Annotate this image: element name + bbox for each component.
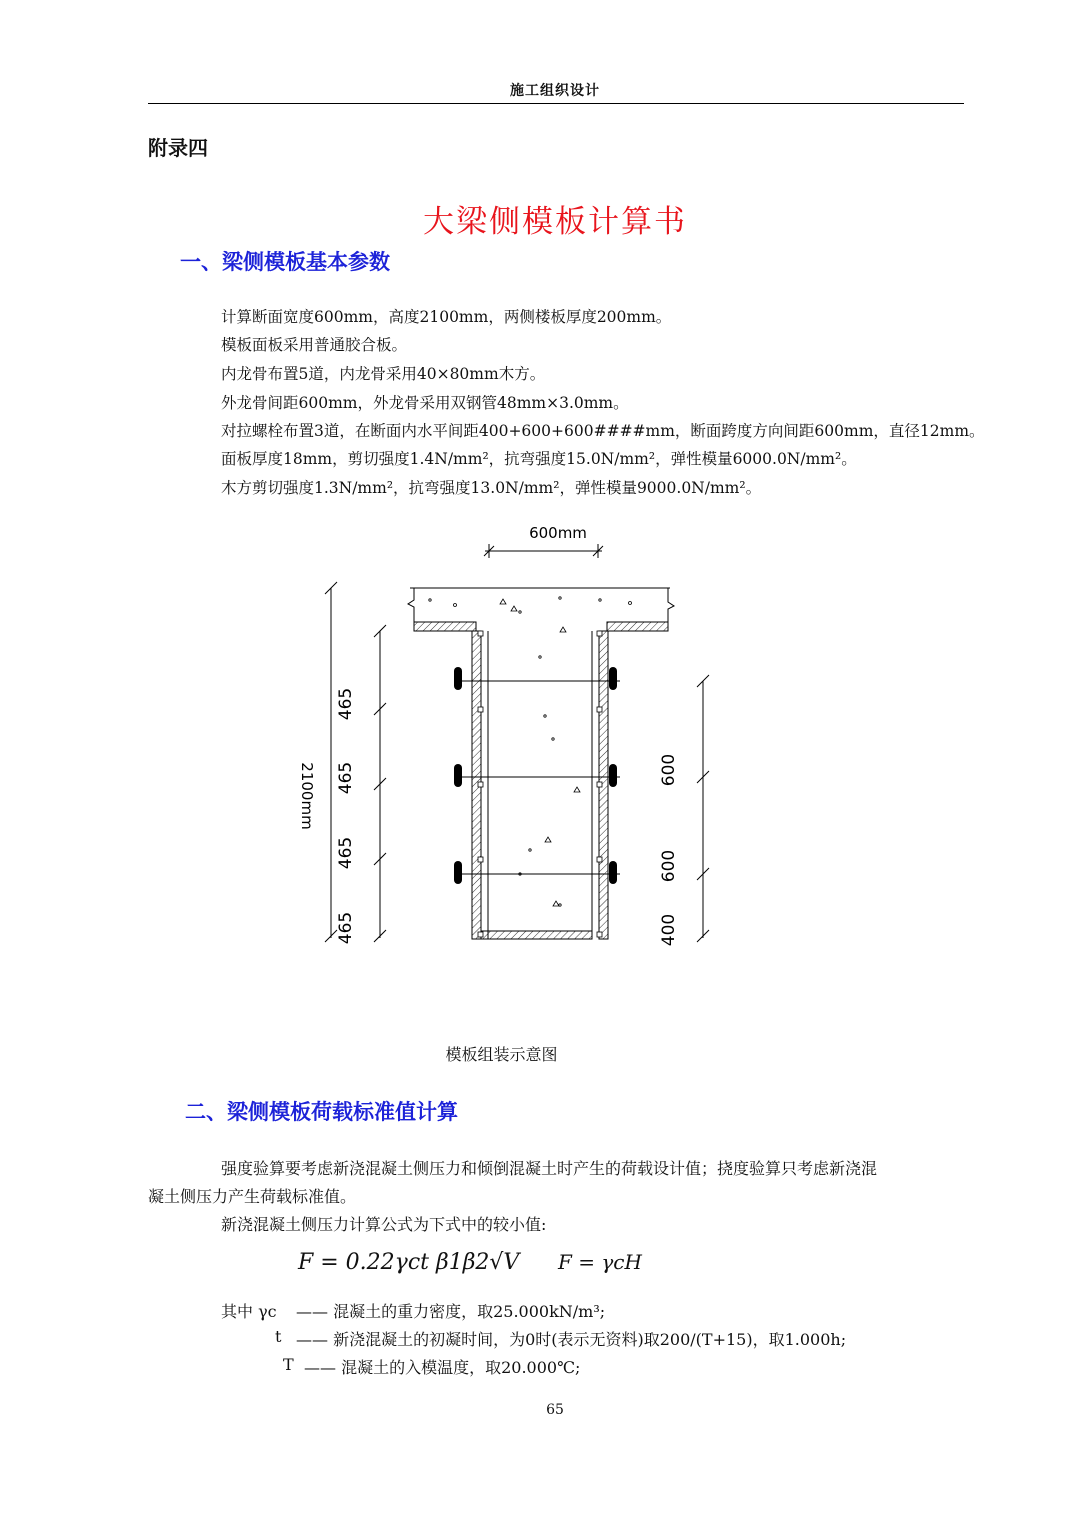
outer-waler-right [609, 764, 617, 787]
body-paragraph: 强度验算要考虑新浇混凝土侧压力和倾倒混凝土时产生的荷载设计值；挠度验算只考虑新浇混 [221, 1159, 878, 1178]
stud-spacing-label: 465 [336, 911, 356, 945]
height-dimension-label: 2100mm [298, 762, 316, 830]
section-heading-2: 二、梁侧模板荷载标准值计算 [185, 1099, 458, 1124]
outer-waler-left [454, 861, 462, 884]
outer-waler-left [454, 764, 462, 787]
stud-spacing-label: 465 [336, 761, 356, 795]
stud-spacing-label: 465 [336, 836, 356, 870]
slab-formwork-right [607, 622, 668, 631]
param-line: 木方剪切强度1.3N/mm²，抗弯强度13.0N/mm²，弹性模量9000.0N/mm²。 [221, 479, 762, 497]
definition-symbol: T [283, 1355, 294, 1374]
definition-text: —— 新浇混凝土的初凝时间，为0时(表示无资料)取200/(T+15)，取1.000h; [296, 1330, 847, 1349]
appendix-label: 附录四 [148, 136, 208, 160]
page-header-title: 施工组织设计 [510, 83, 600, 99]
formwork-assembly-diagram [270, 515, 730, 960]
body-paragraph-cont: 凝土侧压力产生荷载标准值。 [148, 1187, 357, 1206]
width-dimension-label: 600mm [529, 524, 587, 542]
outer-waler-left [454, 667, 462, 690]
body-paragraph: 新浇混凝土侧压力计算公式为下式中的较小值: [221, 1215, 547, 1234]
definition-symbol: t [275, 1327, 282, 1346]
bolt-spacing-label: 600 [659, 849, 679, 883]
definition-text: —— 混凝土的重力密度，取25.000kN/m³; [296, 1302, 606, 1321]
param-line: 内龙骨布置5道，内龙骨采用40×80mm木方。 [221, 365, 546, 383]
stud-spacing-label: 465 [336, 687, 356, 721]
formula-lateral-pressure: F = 0.22γct β1β2√V [298, 1250, 520, 1275]
section-heading-1: 一、梁侧模板基本参数 [180, 249, 390, 274]
figure-caption: 模板组装示意图 [445, 1045, 558, 1064]
param-line: 计算断面宽度600mm，高度2100mm，两侧楼板厚度200mm。 [221, 308, 672, 326]
document-title: 大梁侧模板计算书 [423, 204, 687, 240]
header-rule [148, 103, 964, 104]
slab-formwork-left [414, 622, 476, 631]
definition-text: —— 混凝土的入模温度，取20.000℃; [304, 1358, 581, 1377]
bolt-spacing-label: 400 [659, 913, 679, 947]
param-line: 面板厚度18mm，剪切强度1.4N/mm²，抗弯强度15.0N/mm²，弹性模量6000.0N/mm²。 [221, 450, 857, 468]
param-line: 模板面板采用普通胶合板。 [221, 336, 408, 354]
param-line: 外龙骨间距600mm，外龙骨采用双钢管48mm×3.0mm。 [221, 394, 629, 412]
param-line: 对拉螺栓布置3道，在断面内水平间距400+600+600####mm，断面跨度方向间距600mm，直径12mm。 [221, 422, 985, 440]
outer-waler-right [609, 861, 617, 884]
inner-studs [478, 631, 602, 937]
outer-waler-right [609, 667, 617, 690]
bottom-panel [481, 931, 592, 939]
formula-hydrostatic: F = γcH [558, 1250, 642, 1274]
page-number: 65 [546, 1402, 564, 1418]
definition-symbol: 其中 γc [221, 1302, 277, 1321]
bolt-spacing-label: 600 [659, 753, 679, 787]
